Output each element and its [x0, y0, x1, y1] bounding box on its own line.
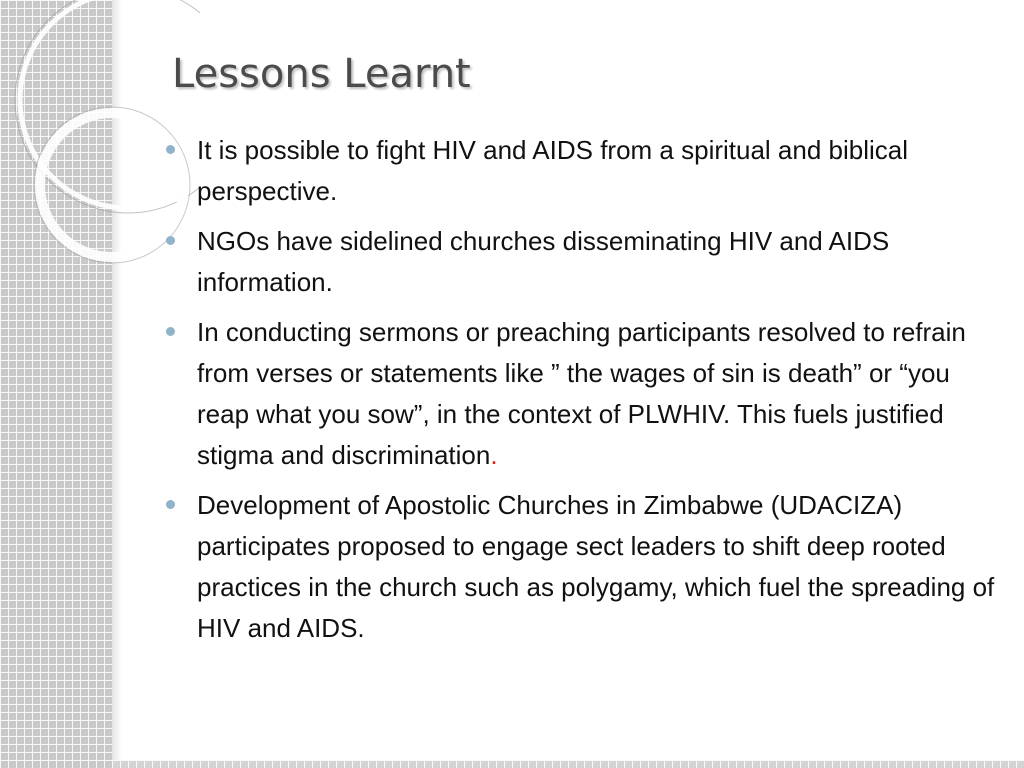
- bullet-item: [162, 485, 997, 649]
- bullet-dot-icon: [166, 500, 175, 509]
- bullet-dot-icon: [166, 145, 175, 154]
- bullet-text: In conducting sermons or preaching participants resolved to refrain from verses or statements like ” the wages of sin is death” or “you reap what you sow”, in the context of PLWHIV. This fuels justified stigma and discrimination: [197, 317, 966, 470]
- bullet-item: [162, 312, 997, 476]
- bullet-item: [162, 130, 997, 212]
- accent-period: .: [490, 440, 498, 470]
- decorative-bottom-strip: [112, 760, 1024, 768]
- bullet-text: NGOs have sidelined churches disseminating HIV and AIDS information.: [197, 226, 890, 297]
- bullet-text: Development of Apostolic Churches in Zimbabwe (UDACIZA) participates proposed to engage sect leaders to shift deep rooted practices in the church such as polygamy, which fuel the spreading of HIV and AIDS.: [197, 490, 995, 643]
- bullet-dot-icon: [166, 236, 175, 245]
- bullet-item: [162, 221, 997, 303]
- slide-title: Lessons Learnt: [172, 51, 471, 97]
- bullet-dot-icon: [166, 327, 175, 336]
- bullet-text: It is possible to fight HIV and AIDS from a spiritual and biblical perspective.: [197, 135, 909, 206]
- bullet-list: [162, 130, 997, 658]
